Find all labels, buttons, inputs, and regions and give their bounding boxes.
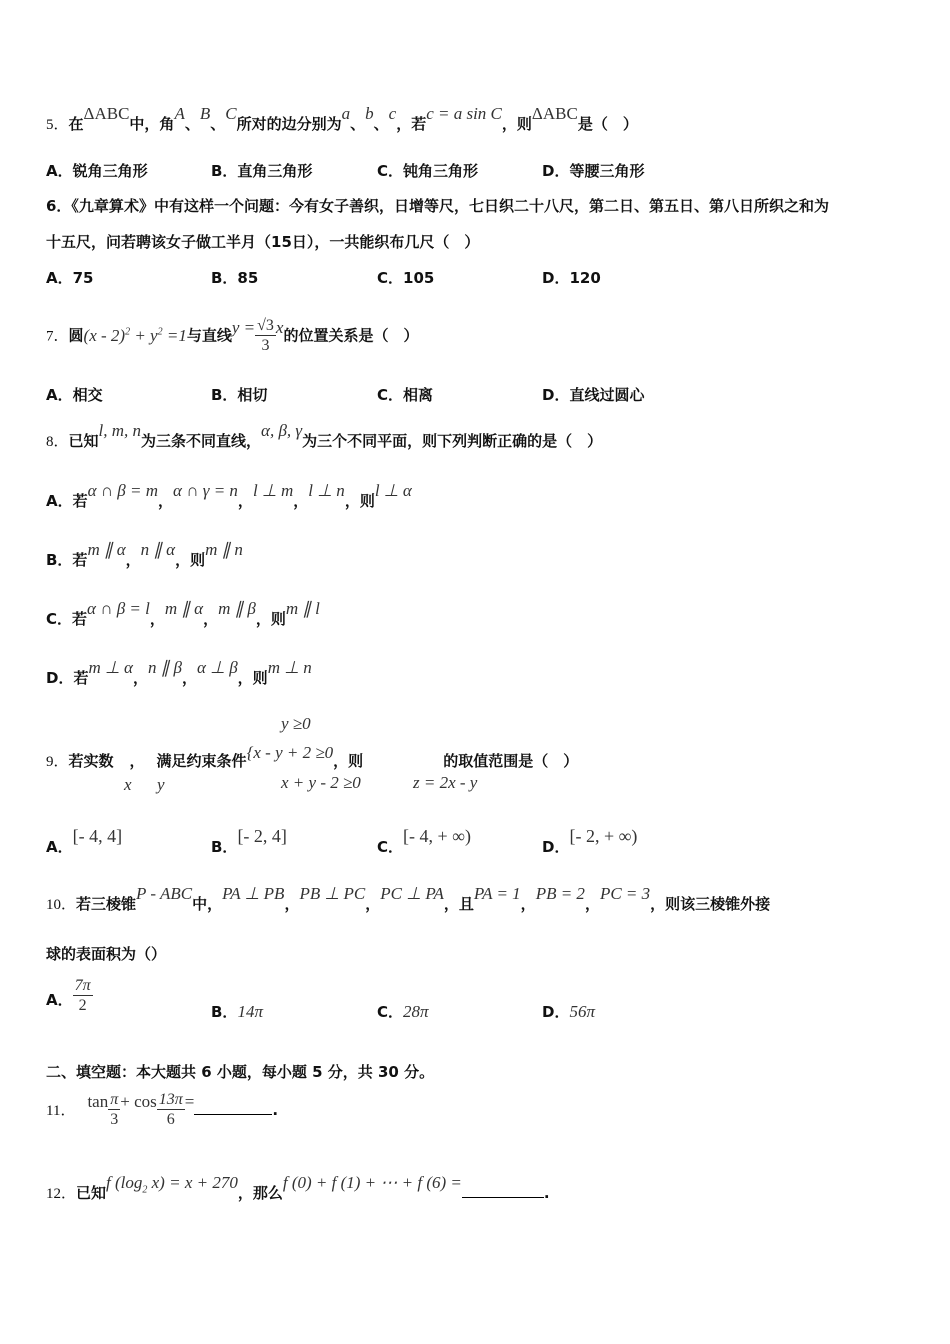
q9a-math: [- 4, 4] xyxy=(72,826,123,846)
q8c-comma: ，则 xyxy=(255,610,286,628)
q11-number: 11． xyxy=(46,1103,76,1119)
q11-math-cos: + cos xyxy=(120,1092,157,1111)
q9-text: ， xyxy=(129,752,145,770)
q8b-math: m ∥ α xyxy=(87,540,126,559)
q8-text: 已知 xyxy=(68,432,99,450)
q10d-label: D． xyxy=(542,1003,570,1021)
q8c-math: m ∥ α xyxy=(164,599,204,618)
q7-text: 与直线 xyxy=(186,326,232,345)
q7-circle-part: (x - 2) xyxy=(83,325,126,345)
q11-frac1-numerator: π xyxy=(110,1091,119,1108)
q5-math-a: a xyxy=(341,104,351,123)
q7-math-circle xyxy=(84,326,187,345)
q6-option-d[interactable]: D．120 xyxy=(542,269,601,287)
q10-math: PA = 1 xyxy=(473,884,521,903)
q7-option-c[interactable]: C．相离 xyxy=(377,386,434,404)
q5-text: 所对的边分别为 xyxy=(236,115,342,133)
q8b-comma: ，则 xyxy=(175,551,206,569)
q8b-math: n ∥ α xyxy=(140,540,176,559)
q6-line2: 十五尺，问若聘该女子做工半月（15日），一共能织布几尺（ ） xyxy=(46,233,480,251)
q10-stem xyxy=(46,884,771,915)
q9-math-y: y xyxy=(157,775,165,794)
q12-number: 12． xyxy=(46,1186,77,1202)
q7-math-fraction xyxy=(255,317,276,356)
q7-math-line-y: y = xyxy=(231,317,256,337)
q10-option-c[interactable] xyxy=(377,1002,429,1022)
q8c-math: m ∥ β xyxy=(218,599,256,618)
q12-math-part: f (log xyxy=(106,1173,143,1192)
q9-constraint-1: y ≥0 xyxy=(281,714,311,733)
q8-option-d[interactable] xyxy=(46,658,312,688)
q10-option-a[interactable] xyxy=(46,978,93,1022)
q11-stem xyxy=(46,1088,278,1133)
q10-math: PB = 2 xyxy=(535,884,585,903)
q8-number: 8． xyxy=(46,434,69,450)
q6-option-a[interactable]: A．75 xyxy=(46,269,94,287)
q9-constraint-3: x + y - 2 ≥0 xyxy=(281,773,361,792)
q9d-math: [- 2, + ∞) xyxy=(569,826,638,846)
q8d-math: m ⊥ α xyxy=(88,658,133,677)
q12-math-part: x) = x + 270 xyxy=(151,1173,238,1192)
q8a-comma: ， xyxy=(293,492,309,510)
q6-line1: 6．《九章算术》中有这样一个问题：今有女子善织，日增等尺，七日织二十八尺，第二日、第五日、第八日所织之和为 xyxy=(46,197,829,215)
q10-math: PB ⊥ PC xyxy=(299,884,366,903)
q5-text: 、 xyxy=(373,115,389,133)
q5-math-B: B xyxy=(199,104,211,123)
q8-math-lmn: l, m, n xyxy=(98,421,142,440)
q8b-prefix: B．若 xyxy=(46,551,88,569)
q11-fraction-2 xyxy=(157,1091,185,1130)
q8a-comma: ， xyxy=(237,492,253,510)
q11-answer-blank[interactable] xyxy=(194,1114,272,1115)
q8a-comma: ， xyxy=(158,492,174,510)
q9-math-z: z = 2x - y xyxy=(413,773,478,792)
q10-math: PA ⊥ PB xyxy=(222,884,285,903)
q5-text: 中，角 xyxy=(129,115,175,133)
q7-circle-sup: 2 xyxy=(125,326,131,337)
q10-math: P - ABC xyxy=(136,884,193,903)
q5-text: ，则 xyxy=(501,115,532,133)
q9-option-c[interactable] xyxy=(377,826,471,857)
q5-math-c: c xyxy=(388,104,397,123)
q7-frac-numerator: √3 xyxy=(257,316,274,334)
q10-line2: 球的表面积为（） xyxy=(46,945,167,963)
q12-math-1 xyxy=(106,1173,238,1200)
q10-text: ，则该三棱锥外接 xyxy=(650,895,771,913)
q11-frac1-denominator: 3 xyxy=(110,1111,119,1128)
q10-number: 10． xyxy=(46,897,77,913)
q8c-math: m ∥ l xyxy=(285,599,320,618)
q8d-comma: ， xyxy=(181,669,197,687)
q8a-comma: ，则 xyxy=(344,492,375,510)
q10-math: PC = 3 xyxy=(599,884,651,903)
q9-constraint-2: {x - y + 2 ≥0 xyxy=(246,743,334,762)
q10-option-d[interactable] xyxy=(542,1002,595,1022)
q5-text: 、 xyxy=(184,115,200,133)
q11-math-tan: tan xyxy=(87,1092,109,1111)
q10d-math: 56π xyxy=(569,1002,595,1021)
q5-option-c[interactable]: C．钝角三角形 xyxy=(377,162,479,180)
q8d-math: n ∥ β xyxy=(147,658,182,677)
q8c-comma: ， xyxy=(149,610,165,628)
q7-circle-part: + y xyxy=(134,325,158,345)
q10-text: 若三棱锥 xyxy=(76,895,137,913)
q5-option-d[interactable]: D．等腰三角形 xyxy=(542,162,645,180)
q8b-math: m ∥ n xyxy=(205,540,243,559)
q9b-math: [- 2, 4] xyxy=(237,826,287,846)
q11-frac2-denominator: 6 xyxy=(166,1111,175,1128)
q5-option-a[interactable]: A．锐角三角形 xyxy=(46,162,148,180)
q5-text: 、 xyxy=(350,115,366,133)
q5-math-A: A xyxy=(174,104,185,123)
q10-math: PC ⊥ PA xyxy=(380,884,444,903)
q8-option-b[interactable] xyxy=(46,540,243,570)
q5-math-C: C xyxy=(225,104,237,123)
q10-text: ，且 xyxy=(443,895,474,913)
q7-option-a[interactable]: A．相交 xyxy=(46,386,103,404)
q8d-prefix: D．若 xyxy=(46,669,89,687)
q11-frac2-numerator: 13π xyxy=(158,1091,183,1108)
q5-math-abc2: ΔABC xyxy=(531,104,578,123)
q5-number: 5． xyxy=(46,117,69,133)
q5-text: 在 xyxy=(68,115,84,133)
q5-text: 、 xyxy=(210,115,226,133)
q9-math-x: x xyxy=(124,775,132,794)
q12-stem xyxy=(46,1173,550,1210)
q7-frac-denominator: 3 xyxy=(261,336,270,354)
q8d-comma: ， xyxy=(132,669,148,687)
q10-text: ， xyxy=(520,895,536,913)
q10c-math: 28π xyxy=(403,1002,429,1021)
q8-text: 为三个不同平面，则下列判断正确的是（ ） xyxy=(302,432,603,450)
q10-option-b[interactable] xyxy=(211,1002,263,1022)
q12-text: ，那么 xyxy=(237,1184,283,1202)
q9-text: 满足约束条件 xyxy=(156,752,247,770)
q8d-comma: ，则 xyxy=(237,669,268,687)
q12-text: 已知 xyxy=(76,1184,107,1202)
q8-math-abg: α, β, γ xyxy=(261,421,303,440)
q8c-prefix: C．若 xyxy=(46,610,88,628)
q9-number: 9． xyxy=(46,754,69,770)
q12-math-sub: 2 xyxy=(142,1184,148,1196)
q7-circle-part: =1 xyxy=(166,325,187,345)
q10a-frac-numerator: 7π xyxy=(74,977,91,994)
q8c-comma: ， xyxy=(203,610,219,628)
q9-stem xyxy=(46,743,579,772)
q10-text: ， xyxy=(584,895,600,913)
q5-math-abc: ΔABC xyxy=(83,104,130,123)
q10a-frac-denominator: 2 xyxy=(78,997,87,1014)
q5-math-condition: c = a sin C xyxy=(426,104,502,123)
q10c-label: C． xyxy=(377,1003,404,1021)
q8a-math: l ⊥ α xyxy=(374,481,412,500)
q9-option-b[interactable] xyxy=(211,826,287,857)
q9c-math: [- 4, + ∞) xyxy=(403,826,471,846)
q8a-math: l ⊥ n xyxy=(308,481,345,500)
q6-option-c[interactable]: C．105 xyxy=(377,269,435,287)
q9-option-a[interactable] xyxy=(46,826,123,857)
q12-math-2: f (0) + f (1) + ⋯ + f (6) = xyxy=(282,1173,462,1192)
q5-math-b: b xyxy=(365,104,374,123)
q10-text: ， xyxy=(365,895,381,913)
q6-option-b[interactable]: B．85 xyxy=(211,269,259,287)
q8d-math: α ⊥ β xyxy=(196,658,238,677)
q9-option-d[interactable] xyxy=(542,826,638,857)
q12-answer-blank[interactable] xyxy=(462,1197,544,1198)
section-title: 二、填空题：本大题共 6 小题，每小题 5 分，共 30 分。 xyxy=(46,1063,435,1081)
q9-text: 若实数 xyxy=(68,752,114,770)
q7-text: 的位置关系是（ ） xyxy=(283,326,419,345)
q9c-label: C． xyxy=(377,838,404,856)
q10a-label: A． xyxy=(46,991,73,1009)
q8-option-c[interactable] xyxy=(46,599,320,629)
q10a-fraction xyxy=(73,977,93,1016)
q7-math-line-x: x xyxy=(275,317,284,337)
q11-fraction-1 xyxy=(108,1091,120,1130)
q8-text: 为三条不同直线， xyxy=(141,432,262,450)
q7-circle-sup: 2 xyxy=(157,326,163,337)
q9a-label: A． xyxy=(46,838,73,856)
q8-option-a[interactable] xyxy=(46,481,412,511)
q11-math-eq: = xyxy=(184,1092,195,1111)
q8d-math: m ⊥ n xyxy=(267,658,312,677)
q5-text: 是（ ） xyxy=(577,115,638,133)
q12-end: . xyxy=(543,1184,550,1202)
q7-text: 圆 xyxy=(68,326,84,345)
q11-end: . xyxy=(272,1101,279,1119)
q7-stem xyxy=(46,312,418,357)
q10b-math: 14π xyxy=(237,1002,263,1021)
q8a-prefix: A．若 xyxy=(46,492,88,510)
q8c-math: α ∩ β = l xyxy=(87,599,150,618)
q10b-label: B． xyxy=(211,1003,238,1021)
q5-text: ，若 xyxy=(396,115,427,133)
q9b-label: B． xyxy=(211,838,238,856)
q5-option-b[interactable]: B．直角三角形 xyxy=(211,162,313,180)
q9-text: ，则 xyxy=(333,752,364,770)
q9d-label: D． xyxy=(542,838,570,856)
q8a-math: α ∩ γ = n xyxy=(173,481,238,500)
q10-text: 中， xyxy=(192,895,223,913)
q8-stem xyxy=(46,421,603,452)
q7-option-d[interactable]: D．直线过圆心 xyxy=(542,386,645,404)
q8a-math: l ⊥ m xyxy=(252,481,294,500)
q5-stem xyxy=(46,104,638,135)
q9-text: 的取值范围是（ ） xyxy=(443,752,579,770)
q10-text: ， xyxy=(284,895,300,913)
q8a-math: α ∩ β = m xyxy=(87,481,159,500)
q7-number: 7． xyxy=(46,328,69,345)
q8b-comma: ， xyxy=(125,551,141,569)
q7-option-b[interactable]: B．相切 xyxy=(211,386,268,404)
